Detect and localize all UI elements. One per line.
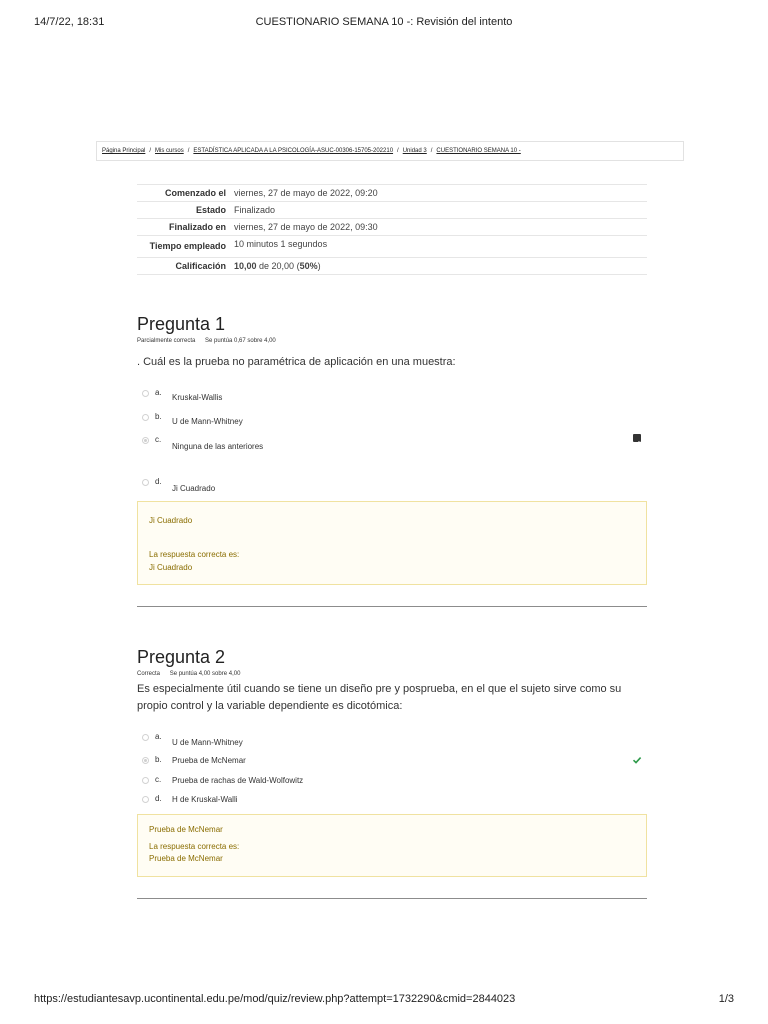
grade-score: 10,00 [234,261,257,271]
summary-row-started [137,185,647,202]
summary-value [234,258,647,275]
question-1-score: Se puntúa 0,67 sobre 4,00 [205,338,276,344]
option-text: U de Mann-Whitney [172,738,243,747]
question-2-feedback [137,814,647,877]
question-divider [137,606,647,607]
option-letter: b. [155,755,162,764]
summary-label: Calificación [175,261,226,271]
attempt-summary-table [137,184,647,275]
feedback-text: Prueba de McNemar [149,825,223,834]
print-date: 14/7/22, 18:31 [34,16,105,28]
summary-value: 10 minutos 1 segundos [234,239,328,249]
question-1-title: Pregunta 1 [137,314,226,334]
radio-button[interactable] [142,414,149,421]
grade-percent: 50% [299,261,318,271]
question-2-text: Es especialmente útil cuando se tiene un diseño pre y posprueba, en el que el sujeto sirve como su propio control y la variable dependiente es dicotómica: [137,683,622,712]
flag-icon[interactable] [633,434,641,442]
radio-button[interactable] [142,479,149,486]
breadcrumb: Página Principal / Mis cursos / ESTADÍSTICA APLICADA A LA PSICOLOGÍA-ASUC-00306-15705-202210 / Unidad 3 / CUESTIONARIO SEMANA 10 - [96,141,684,161]
question-2-state: Correcta [137,671,161,677]
option-letter: c. [155,435,162,444]
summary-label: Tiempo empleado [149,241,226,251]
breadcrumb-course[interactable]: ESTADÍSTICA APLICADA A LA PSICOLOGÍA-ASUC-00306-15705-202210 [193,148,394,154]
correct-answer-label: La respuesta correcta es: [149,550,240,559]
option-text: Ninguna de las anteriores [172,442,264,451]
grade-total: de 20,00 ( [256,261,300,271]
grade-close: ) [317,261,321,271]
option-text: U de Mann-Whitney [172,417,243,426]
correct-answer-label: La respuesta correcta es: [149,842,240,851]
summary-row-state [137,202,647,219]
option-text: Prueba de rachas de Wald-Wolfowitz [172,776,304,785]
question-2-title: Pregunta 2 [137,647,226,667]
print-title: CUESTIONARIO SEMANA 10 -: Revisión del intento [255,16,513,28]
option-letter: a. [155,388,162,397]
print-url: https://estudiantesavp.ucontinental.edu.pe/mod/quiz/review.php?attempt=1732290&cmid=2844023 [34,993,516,1005]
option-letter: c. [155,775,162,784]
option-letter: b. [155,412,162,421]
option-text: H de Kruskal-Walli [172,795,238,804]
question-1-text: . Cuál es la prueba no paramétrica de aplicación en una muestra: [137,356,456,368]
summary-label: Finalizado en [168,222,226,232]
summary-label: Comenzado el [164,188,226,198]
option-text: Prueba de McNemar [172,756,246,765]
radio-button[interactable] [142,390,149,397]
summary-value: Finalizado [234,205,276,215]
correct-answer-text: Ji Cuadrado [149,563,193,572]
option-text: Kruskal-Wallis [172,393,223,402]
radio-button[interactable] [142,796,149,803]
print-header [0,16,768,32]
summary-value: viernes, 27 de mayo de 2022, 09:30 [234,222,378,232]
radio-button[interactable] [142,734,149,741]
radio-button-selected[interactable] [142,757,149,764]
question-divider [137,898,647,899]
option-letter: d. [155,477,162,486]
question-2-status [137,671,248,677]
breadcrumb-unit[interactable]: Unidad 3 [402,148,427,154]
radio-button[interactable] [142,777,149,784]
summary-row-grade [137,258,647,275]
radio-button-selected[interactable] [142,437,149,444]
option-letter: a. [155,732,162,741]
summary-row-finished [137,219,647,236]
question-1-feedback [137,501,647,585]
option-letter: d. [155,794,162,803]
summary-row-time [137,236,647,258]
correct-answer-text: Prueba de McNemar [149,854,223,863]
question-1-state: Parcialmente correcta [137,338,196,344]
question-2-score: Se puntúa 4,00 sobre 4,00 [169,671,241,677]
option-text: Ji Cuadrado [172,484,216,493]
breadcrumb-my-courses[interactable]: Mis cursos [155,148,184,154]
print-page-number: 1/3 [718,993,734,1005]
summary-label: Estado [195,205,226,215]
question-1-status [137,338,284,344]
breadcrumb-quiz[interactable]: CUESTIONARIO SEMANA 10 - [436,148,521,154]
feedback-text: Ji Cuadrado [149,516,193,525]
summary-value: viernes, 27 de mayo de 2022, 09:20 [234,188,378,198]
check-icon [632,752,642,762]
breadcrumb-home[interactable]: Página Principal [102,148,146,154]
